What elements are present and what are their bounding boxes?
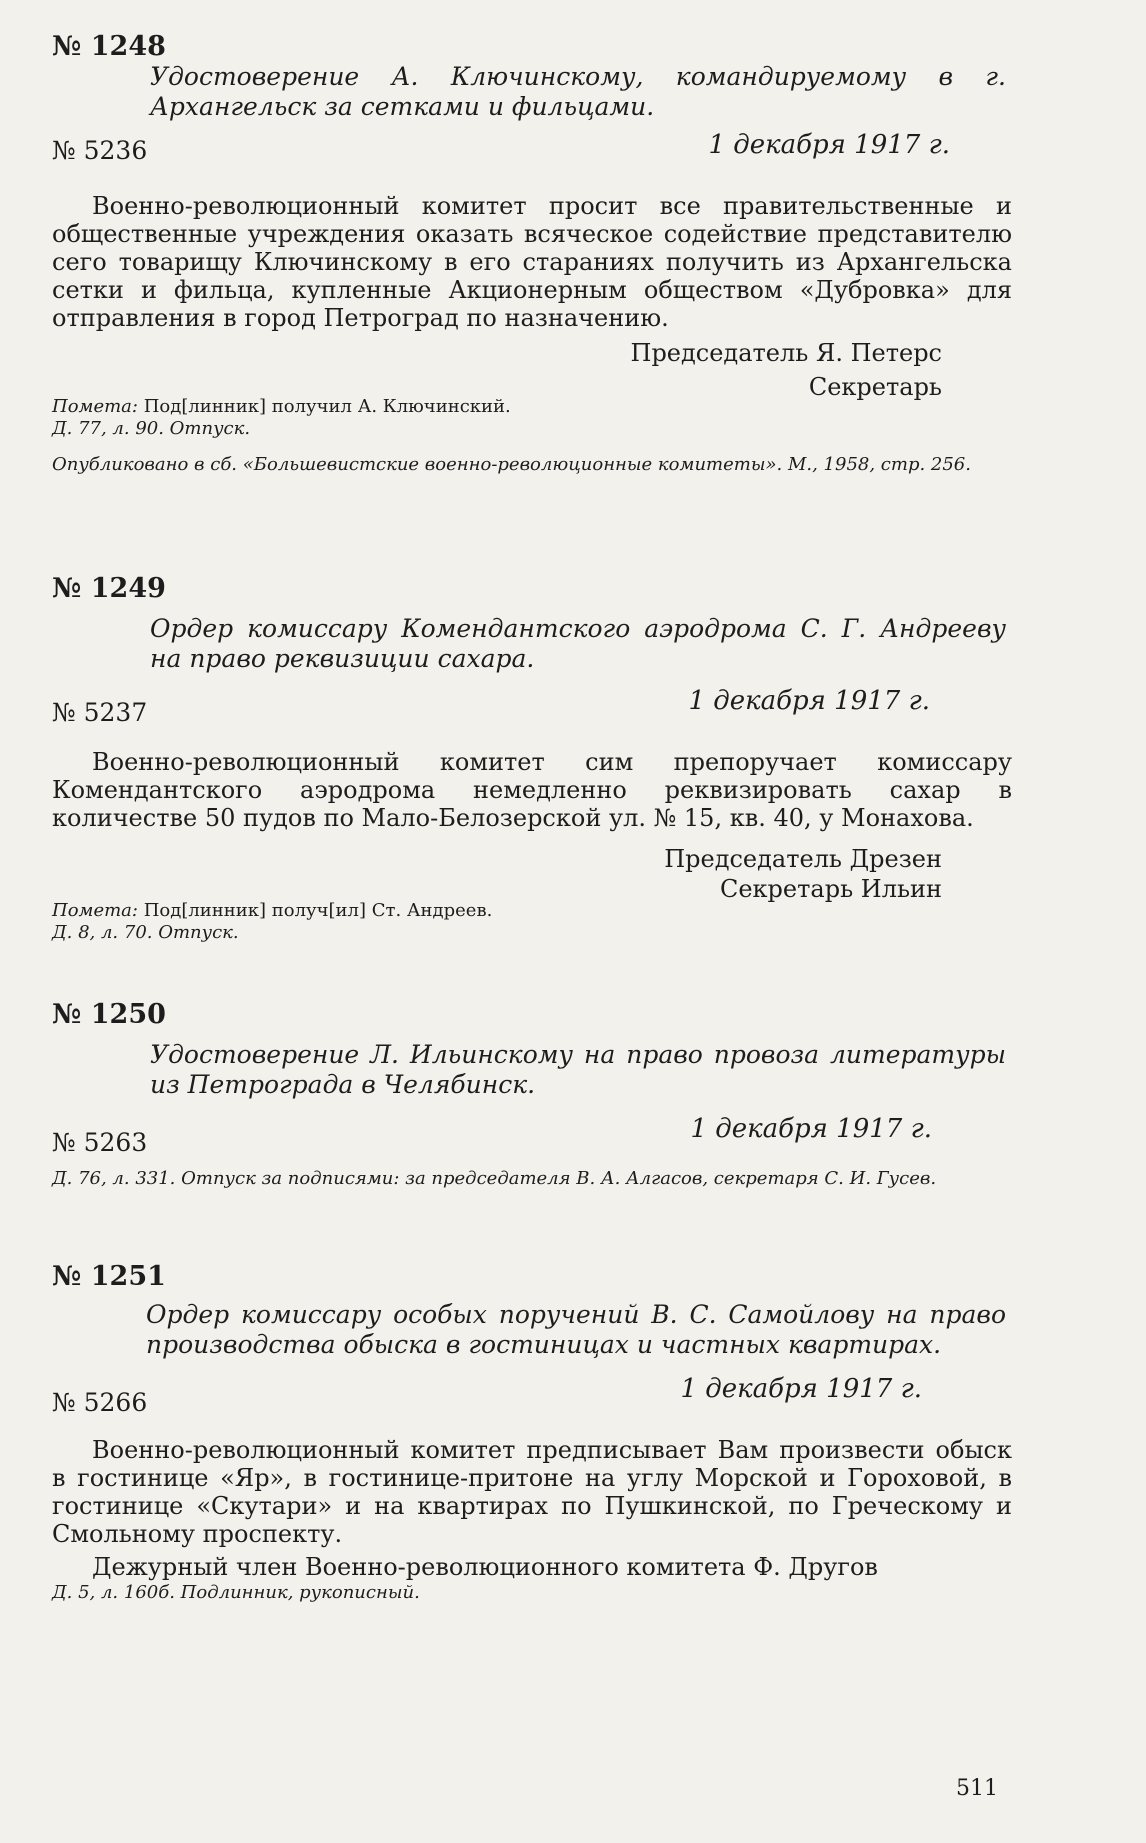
- document-body: Военно-революционный комитет сим препоручает комиссару Комендантского аэродрома немедленно реквизировать сахар в количестве 50 пудов по Мало-Белозерской ул. № 15, кв. 40, у Монахова.: [52, 748, 1012, 832]
- publication-reference: Опубликовано в сб. «Большевистские военно-революционные комитеты». М., 1958, стр. 256.: [52, 454, 971, 475]
- date-line: [52, 682, 1012, 727]
- date-line: [52, 1368, 1012, 1417]
- document-number: № 1251: [52, 1261, 166, 1292]
- document-1251: [52, 1260, 1012, 1604]
- signature-chairman: Председатель Дрезен: [664, 845, 942, 873]
- archive-reference: Д. 76, л. 331. Отпуск за подписями: за председателя В. А. Алгасов, секретаря С. И. Гусев.: [52, 1168, 937, 1189]
- document-title: Ордер комиссару особых поручений В. С. Самойлову на право производства обыска в гостиницах и частных квартирах.: [146, 1300, 1006, 1359]
- document-title: Ордер комиссару Комендантского аэродрома С. Г. Андрееву на право реквизиции сахара.: [150, 614, 1006, 673]
- archive-reference: Д. 77, л. 90. Отпуск.: [52, 418, 251, 439]
- document-date: 1 декабря 1917 г.: [680, 1374, 922, 1404]
- registration-number: № 5263: [52, 1128, 148, 1157]
- note-text: Под[линник] получил А. Ключинский.: [143, 396, 511, 417]
- signature-secretary: Секретарь Ильин: [719, 875, 942, 903]
- registration-number: № 5237: [52, 698, 148, 727]
- date-line: [52, 1108, 1012, 1157]
- document-number: № 1248: [52, 31, 166, 62]
- document-date: 1 декабря 1917 г.: [688, 686, 930, 716]
- registration-number: № 5266: [52, 1388, 148, 1417]
- document-title: Удостоверение А. Ключинскому, командируемому в г. Архангельск за сетками и фильцами.: [150, 62, 1006, 121]
- document-date: 1 декабря 1917 г.: [708, 130, 950, 160]
- archive-reference: Д. 5, л. 160б. Подлинник, рукописный.: [52, 1582, 420, 1603]
- document-body: Военно-революционный комитет просит все правительственные и общественные учреждения оказать всяческое содействие представителю сего товарищу Ключинскому в его стараниях получить из Архангельска сетки и фильца, купленные Акционерным обществом «Дубровка» для отправления в город Петроград по назначению.: [52, 192, 1012, 332]
- note-label: Помета:: [52, 396, 138, 417]
- archive-reference: Д. 8, л. 70. Отпуск.: [52, 922, 239, 943]
- page-number: 511: [956, 1776, 998, 1801]
- signature-secretary: Секретарь: [808, 373, 942, 401]
- date-line: [52, 130, 1012, 166]
- note-text: Под[линник] получ[ил] Ст. Андреев.: [143, 900, 493, 921]
- document-body: Военно-революционный комитет предписывает Вам произвести обыск в гостинице «Яр», в гостинице-притоне на углу Морской и Гороховой, в гостинице «Скутари» и на квартирах по Пушкинской, по Греческому и Смольному проспекту.: [52, 1436, 1012, 1548]
- document-date: 1 декабря 1917 г.: [690, 1114, 932, 1144]
- document-1249: [52, 572, 1012, 944]
- document-1248: [52, 30, 1012, 476]
- document-number: № 1250: [52, 999, 166, 1030]
- document-number: № 1249: [52, 573, 166, 604]
- signature-duty-member: Дежурный член Военно-революционного комитета Ф. Другов: [92, 1553, 878, 1581]
- document-1250: [52, 998, 1012, 1190]
- registration-number: № 5236: [52, 136, 148, 165]
- note-label: Помета:: [52, 900, 138, 921]
- document-title: Удостоверение Л. Ильинскому на право провоза литературы из Петрограда в Челябинск.: [150, 1040, 1006, 1099]
- signature-chairman: Председатель Я. Петерс: [630, 339, 942, 367]
